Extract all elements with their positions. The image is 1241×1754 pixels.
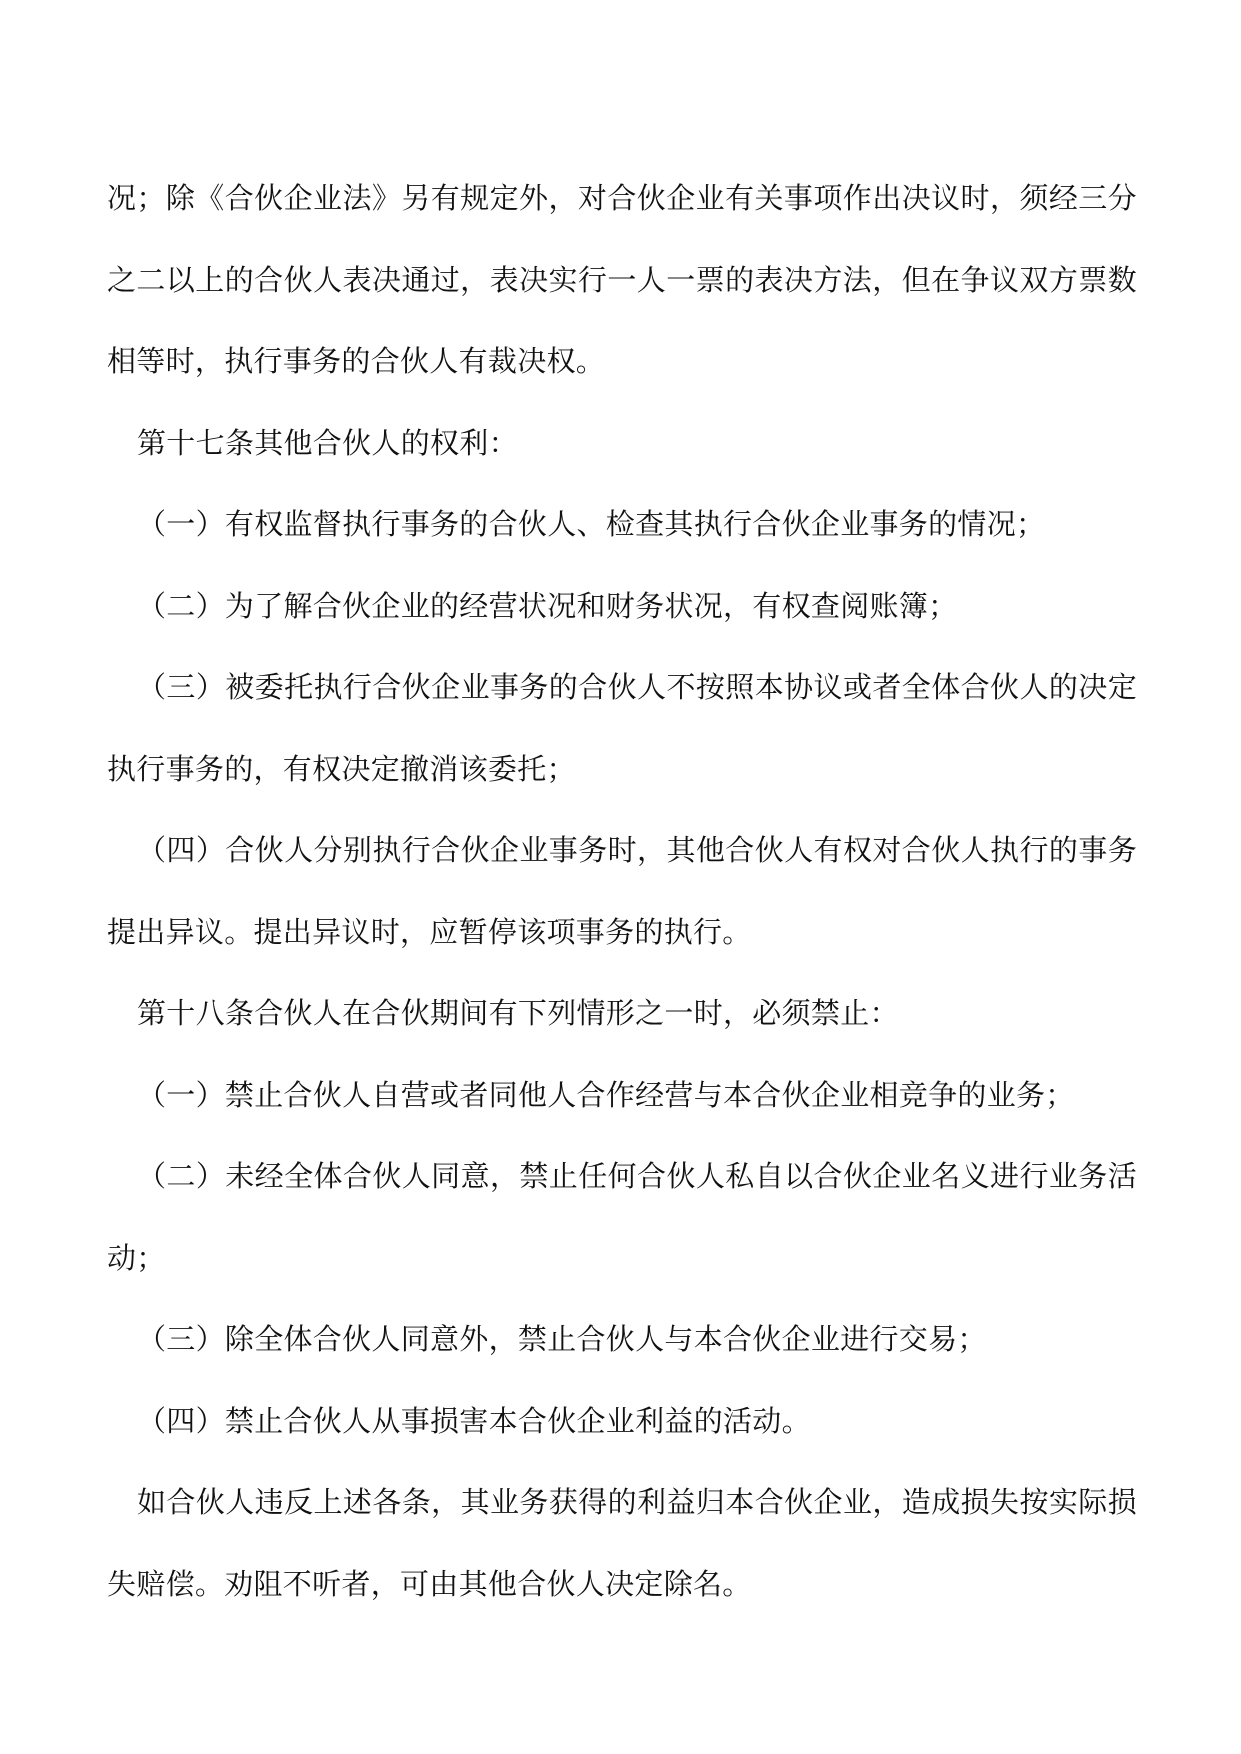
document-body bbox=[107, 158, 1137, 1625]
article-18-item-3: （三）除全体合伙人同意外，禁止合伙人与本合伙企业进行交易； bbox=[137, 1322, 987, 1356]
article-17-item-3: （三）被委托执行合伙企业事务的合伙人不按照本协议或者全体合伙人的决定执行事务的，有权决定撤消该委托； bbox=[107, 670, 1137, 786]
paragraph-continuation: 况；除《合伙企业法》另有规定外，对合伙企业有关事项作出决议时，须经三分之二以上的合伙人表决通过，表决实行一人一票的表决方法，但在争议双方票数相等时，执行事务的合伙人有裁决权。 bbox=[107, 181, 1137, 378]
article-17-heading: 第十七条其他合伙人的权利： bbox=[137, 425, 518, 460]
article-18-item-1: （一）禁止合伙人自营或者同他人合作经营与本合伙企业相竞争的业务； bbox=[137, 1077, 1075, 1112]
article-17-item-2: （二）为了解合伙企业的经营状况和财务状况，有权查阅账簿； bbox=[137, 588, 958, 623]
article-18-heading: 第十八条合伙人在合伙期间有下列情形之一时，必须禁止： bbox=[137, 996, 899, 1030]
article-17-item-4: （四）合伙人分别执行合伙企业事务时，其他合伙人有权对合伙人执行的事务提出异议。提出异议时，应暂停该项事务的执行。 bbox=[107, 833, 1137, 949]
article-17-item-1: （一）有权监督执行事务的合伙人、检查其执行合伙企业事务的情况； bbox=[137, 507, 1046, 541]
article-18-item-4: （四）禁止合伙人从事损害本合伙企业利益的活动。 bbox=[137, 1403, 811, 1438]
article-18-item-2: （二）未经全体合伙人同意，禁止任何合伙人私自以合伙企业名义进行业务活动； bbox=[107, 1159, 1137, 1275]
violation-clause: 如合伙人违反上述各条，其业务获得的利益归本合伙企业，造成损失按实际损失赔偿。劝阻不听者，可由其他合伙人决定除名。 bbox=[107, 1485, 1137, 1601]
